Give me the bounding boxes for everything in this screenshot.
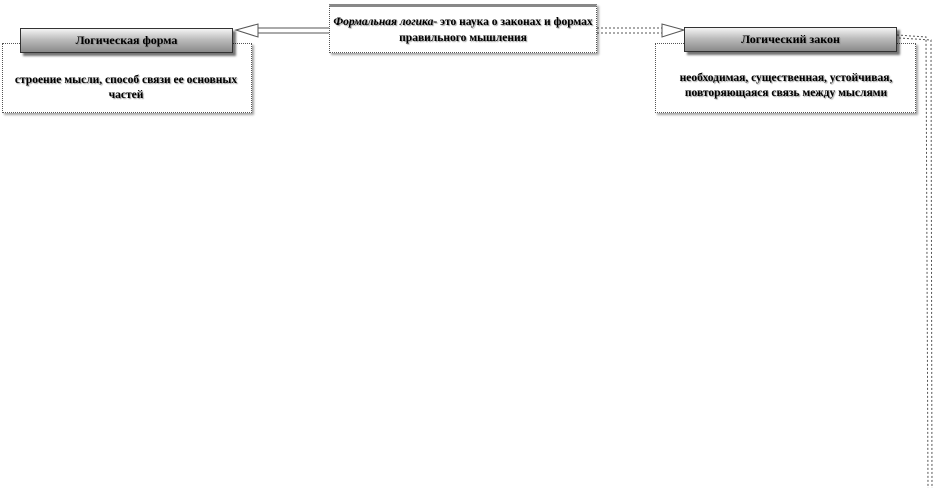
logical-form-description: строение мысли, способ связи ее основных частей: [14, 74, 238, 101]
logical-form-title: Логическая форма: [20, 28, 233, 53]
logical-law-title: Логический закон: [684, 27, 897, 52]
definition-text: [330, 14, 596, 46]
arrow-center-to-right: [597, 24, 684, 37]
arrow-center-to-left: [236, 24, 329, 37]
definition-body: - это наука о законах и формах правильного мышления: [399, 15, 593, 44]
definition-box: [329, 4, 597, 53]
logical-law-description: необходимая, существенная, устойчивая, повторяющаяся связь между мыслями: [679, 72, 893, 99]
definition-term: Формальная логика: [333, 15, 434, 28]
